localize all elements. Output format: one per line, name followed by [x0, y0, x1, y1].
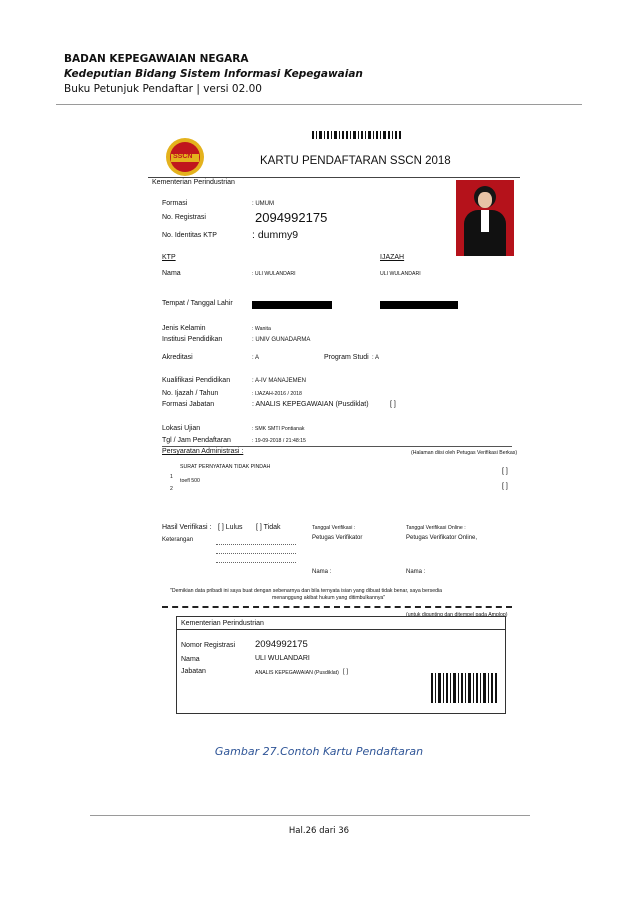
notes-line [216, 553, 296, 554]
exam-location-value: : SMK SMTI Pontianak [252, 426, 305, 432]
name-ijazah-value: ULI WULANDARI [380, 271, 421, 277]
applicant-photo [456, 180, 514, 256]
admin-item-text: SURAT PERNYATAAN TIDAK PINDAH [180, 464, 271, 470]
notes-label: Keterangan [162, 537, 194, 543]
accreditation-value: : A [252, 355, 260, 361]
sscn-logo: SSCN [164, 136, 206, 178]
admin-rule [162, 446, 512, 447]
study-program-value: : A [372, 355, 380, 361]
position-check: [ ] [390, 401, 396, 408]
online-verification-date-label: Tanggal Verifikasi Online : [406, 525, 466, 531]
stub-agency: Kementerian Perindustrian [181, 620, 264, 627]
notes-line [216, 562, 296, 563]
admin-item-check: [ ] [502, 483, 508, 490]
cut-note: (untuk digunting dan ditempel pada Amplop) [406, 612, 508, 618]
formasi-value: : UMUM [252, 201, 274, 207]
statement-line-1: "Demikian data pribadi ini saya buat dengan sebenarnya dan bila ternyata isian yang dibuat tidak benar, saya bersedia [170, 588, 443, 594]
ktp-label: No. Identitas KTP [162, 232, 217, 239]
stub-barcode [431, 673, 497, 703]
institution-value: : UNIV GUNADARMA [252, 337, 311, 343]
admin-requirements-label: Persyaratan Administrasi : [162, 448, 244, 455]
admin-item-number: 2 [170, 486, 173, 492]
qualification-label: Kualifikasi Pendidikan [162, 377, 231, 384]
envelope-stub [176, 616, 506, 714]
registration-label: No. Registrasi [162, 214, 206, 221]
registration-date-label: Tgl / Jam Pendaftaran [162, 437, 231, 444]
stub-name-value: ULI WULANDARI [255, 655, 310, 662]
verification-result-label: Hasil Verifikasi : [162, 524, 212, 531]
birth-label: Tempat / Tanggal Lahir [162, 300, 233, 307]
top-barcode [312, 131, 402, 139]
stub-rule [177, 629, 505, 630]
admin-item-text: toefl 500 [180, 478, 200, 484]
fail-checkbox: [ ] Tidak [256, 524, 281, 531]
qualification-value: : A-IV MANAJEMEN [252, 378, 307, 384]
page-number: Hal.26 dari 36 [288, 826, 350, 836]
notes-line [216, 544, 296, 545]
diploma-label: No. Ijazah / Tahun [162, 390, 219, 397]
pass-checkbox: [ ] Lulus [218, 524, 243, 531]
cut-line [162, 606, 512, 608]
manual-title: Buku Petunjuk Pendaftar | versi 02.00 [64, 83, 262, 95]
redacted-birth-ijazah [380, 301, 458, 309]
verification-date-label: Tanggal Verifikasi : [312, 525, 356, 531]
figure-caption: Gambar 27.Contoh Kartu Pendaftaran [214, 745, 424, 758]
title-rule [148, 177, 520, 178]
name-ktp-value: : ULI WULANDARI [252, 271, 296, 277]
agency-name: BADAN KEPEGAWAIAN NEGARA [64, 53, 249, 65]
stub-position-check: [ ] [343, 669, 349, 675]
exam-location-label: Lokasi Ujian [162, 425, 201, 432]
card-agency: Kementerian Perindustrian [152, 179, 235, 186]
accreditation-label: Akreditasi [162, 354, 193, 361]
admin-item-check: [ ] [502, 468, 508, 475]
stub-registration-value: 2094992175 [255, 639, 308, 650]
ktp-value: : dummy9 [252, 229, 299, 241]
study-program-label: Program Studi [324, 354, 369, 361]
header-divider [56, 104, 582, 105]
online-verifier-label: Petugas Verifikator Online, [406, 535, 478, 541]
ktp-header: KTP [162, 254, 176, 261]
gender-label: Jenis Kelamin [162, 325, 206, 332]
institution-label: Institusi Pendidikan [162, 336, 223, 343]
document-header [64, 52, 363, 97]
registration-card [148, 128, 520, 722]
admin-item-number: 1 [170, 474, 173, 480]
registration-date-value: : 19-09-2018 / 21:48:15 [252, 438, 306, 444]
stub-registration-label: Nomor Registrasi [181, 642, 236, 649]
formasi-label: Formasi [162, 200, 188, 207]
name-label: Nama [162, 270, 181, 277]
online-verifier-name-label: Nama : [406, 569, 426, 575]
redacted-birth-ktp [252, 301, 332, 309]
deputy-name: Kedeputian Bidang Sistem Informasi Kepegawaian [64, 68, 363, 80]
card-title: KARTU PENDAFTARAN SSCN 2018 [260, 155, 451, 167]
position-label: Formasi Jabatan [162, 401, 215, 408]
registration-value: 2094992175 [255, 210, 328, 225]
verifier-label: Petugas Verifikator [312, 535, 363, 541]
stub-position-label: Jabatan [181, 668, 206, 675]
statement-line-2: menanggung akibat hukum yang ditimbulkannya" [272, 595, 386, 601]
admin-requirements-note: (Halaman diisi oleh Petugas Verifikasi Berkas) [411, 450, 518, 456]
position-value: : ANALIS KEPEGAWAIAN (Pusdiklat) [252, 401, 369, 408]
gender-value: : Wanita [252, 326, 271, 332]
ijazah-header: IJAZAH [380, 254, 405, 261]
footer-divider [90, 815, 530, 816]
stub-name-label: Nama [181, 656, 200, 663]
stub-position-value: ANALIS KEPEGAWAIAN (Pusdiklat) [255, 670, 339, 676]
verifier-name-label: Nama : [312, 569, 332, 575]
diploma-value: : IJAZAH-2016 / 2018 [252, 391, 302, 397]
